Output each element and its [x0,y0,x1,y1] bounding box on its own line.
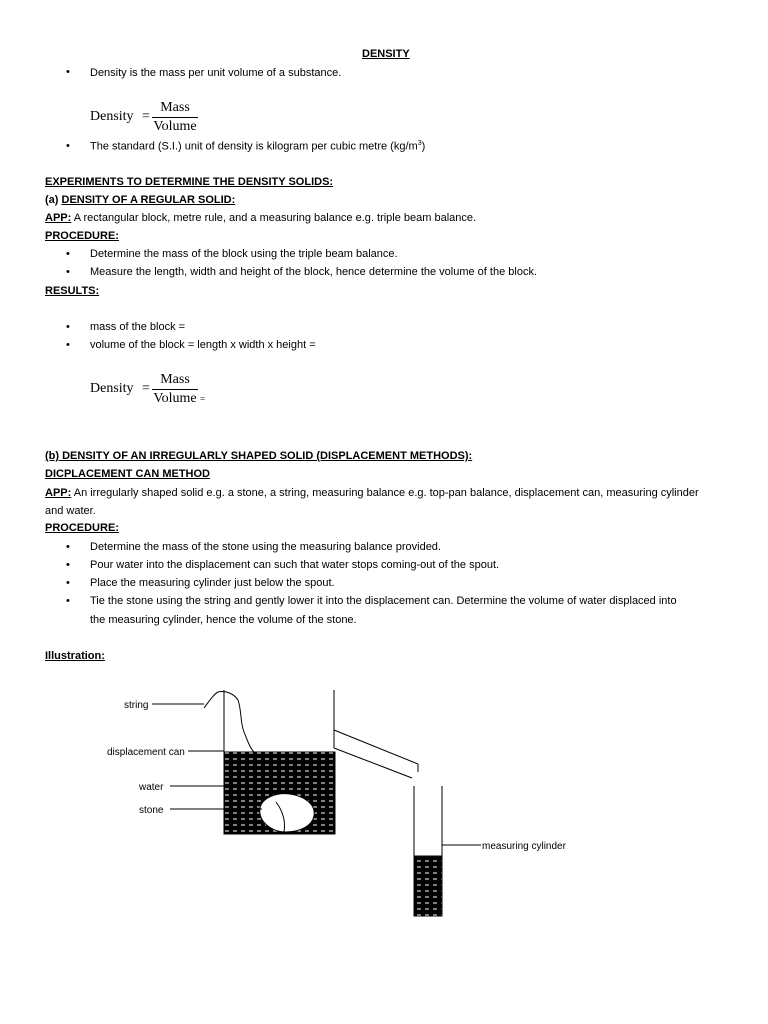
procedure-step: Determine the mass of the stone using the measuring balance provided. [90,541,441,553]
bullet: • [66,595,70,607]
irregular-subheading: DICPLACEMENT CAN METHOD [45,468,210,480]
si-unit-suffix: ) [421,140,426,153]
procedure-step: Determine the mass of the block using the triple beam balance. [90,248,398,260]
experiments-heading: EXPERIMENTS TO DETERMINE THE DENSITY SOLIDS: [45,176,334,188]
result-item: mass of the block = [90,321,186,333]
procedure-step: Tie the stone using the string and gently lower it into the displacement can. Determine the volume of water displaced into [90,595,677,607]
regular-heading-text: DENSITY OF A REGULAR SOLID: [61,194,236,206]
formula-denominator: Volume [153,391,197,406]
result-item: volume of the block = length x width x height = [90,339,316,351]
bullet: • [66,577,70,589]
app-label: APP: [45,212,72,224]
label-string: string [124,700,149,711]
string [204,691,254,752]
bullet: • [66,140,70,152]
label-stone: stone [139,805,164,816]
spout-bottom [334,748,412,778]
procedure-step: Measure the length, width and height of the block, hence determine the volume of the block. [90,266,537,278]
formula-eq: = [142,109,150,124]
app-text: A rectangular block, metre rule, and a measuring balance e.g. triple beam balance. [71,212,477,224]
label-cylinder: measuring cylinder [482,841,566,852]
app-label: APP: [45,487,72,499]
procedure-label: PROCEDURE: [45,522,119,534]
spout-top [334,730,418,764]
definition-text: Density is the mass per unit volume of a substance. [90,67,342,79]
bullet: • [66,248,70,260]
procedure-label: PROCEDURE: [45,230,119,242]
bullet: • [66,559,70,571]
cylinder-water [414,856,442,916]
bullet: • [66,541,70,553]
bullet: • [66,266,70,278]
results-label: RESULTS: [45,285,100,297]
bullet: • [66,339,70,351]
irregular-heading-text: (b) DENSITY OF AN IRREGULARLY SHAPED SOLID (DISPLACEMENT METHODS): [45,450,473,462]
procedure-step-cont: the measuring cylinder, hence the volume of the stone. [90,614,357,626]
label-water: water [139,782,164,793]
formula-lhs: Density [90,381,134,396]
formula-eq: = [142,381,150,396]
bullet: • [66,66,70,78]
illustration-heading: Illustration: [45,650,105,662]
app-text: An irregularly shaped solid e.g. a stone, a string, measuring balance e.g. top-pan balance, displacement can, measuring cylinder [71,487,699,499]
stone-icon [260,794,314,832]
formula-numerator: Mass [160,372,190,387]
page-title: DENSITY [362,48,410,60]
si-unit-prefix: The standard (S.I.) unit of density is kilogram per cubic metre (kg/m [90,140,418,153]
procedure-step: Place the measuring cylinder just below the spout. [90,577,335,589]
si-unit-sup: 3 [417,140,422,147]
formula-numerator: Mass [160,100,190,115]
procedure-step: Pour water into the displacement can such that water stops coming-out of the spout. [90,559,500,571]
formula-lhs: Density [90,109,134,124]
irregular-app-cont: and water. [45,505,96,517]
regular-prefix: (a) [45,194,62,206]
formula-denominator: Volume [153,119,197,134]
label-can: displacement can [107,747,185,758]
bullet: • [66,321,70,333]
formula-tail: = [200,394,206,404]
